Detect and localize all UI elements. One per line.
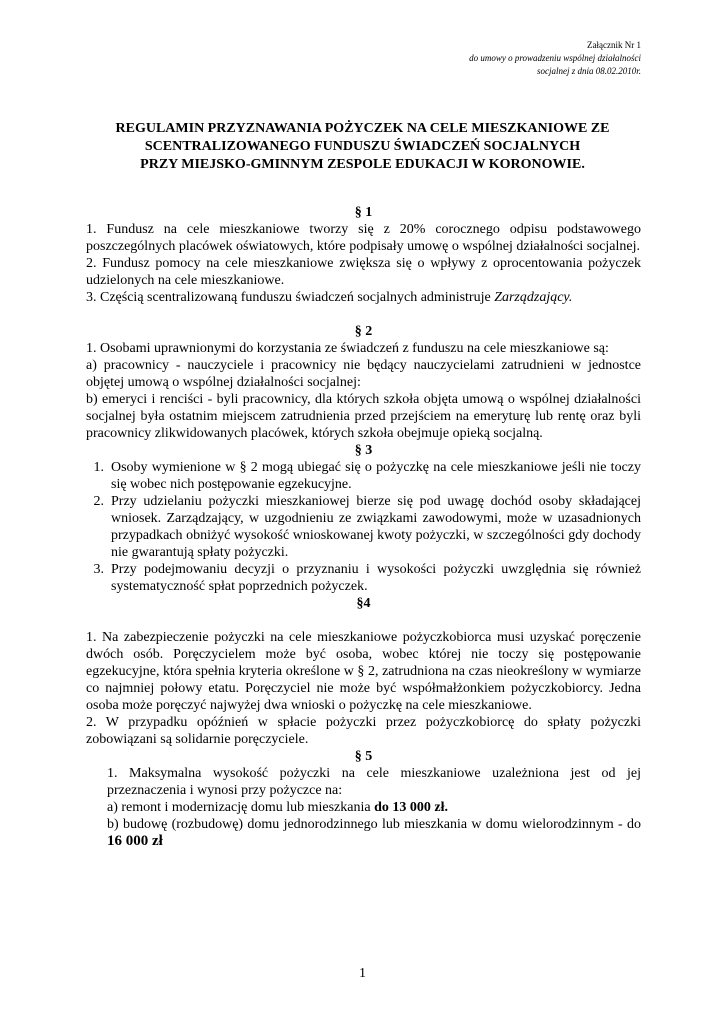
section-5-block — [86, 765, 641, 850]
section-3-item-text: Osoby wymienione w § 2 mogą ubiegać się o pożyczkę na cele mieszkaniowe jeśli nie toczy się wobec nich postępowanie egzekucyjne. — [111, 460, 641, 492]
attachment-note-line1: Załącznik Nr 1 — [587, 40, 641, 50]
section-1-heading: § 1 — [354, 205, 373, 220]
section-4-paragraph-2: 2. W przypadku opóźnień w spłacie pożyczki przez pożyczkobiorcę do spłaty pożyczki zobowiązani są solidarnie poręczyciele. — [86, 715, 641, 747]
section-5-point-a-text: a) remont i modernizację domu lub mieszkania — [107, 800, 375, 815]
section-2-heading: § 2 — [354, 324, 373, 339]
section-5-heading: § 5 — [354, 749, 373, 764]
manager-term: Zarządzający. — [494, 290, 573, 305]
section-5-point-a-amount: do 13 000 zł. — [374, 800, 448, 815]
section-3-item-text: Przy udzielaniu pożyczki mieszkaniowej bierze się pod uwagę dochód osoby składającej wniosek. Zarządzający, w uzgodnieniu ze związkami zawodowymi, może w uzasadnionych przypadkach obniżyć wysokość wnioskowanej kwoty pożyczki, w szczególności gdy dochody nie gwarantują spłaty pożyczki. — [111, 494, 641, 560]
attachment-note-line2: do umowy o prowadzeniu wspólnej działalności — [469, 53, 641, 63]
section-4-paragraph-1: 1. Na zabezpieczenie pożyczki na cele mieszkaniowe pożyczkobiorca musi uzyskać poręczenie dwóch osób. Poręczycielem może być osoba, wobec której nie toczy się postępowanie egzekucyjne, która spełnia kryteria określone w § 2, zatrudniona na czas nieokreślony w wymiarze co najmniej połowy etatu. Poręczyciel nie może być współmałżonkiem pożyczkobiorcy. Jedna osoba może poręczyć najwyżej dwa wnioski o pożyczkę na cele mieszkaniowe. — [86, 630, 641, 713]
section-5-point-b — [107, 816, 641, 850]
section-1-paragraph-3-text: 3. Częścią scentralizowaną funduszu świadczeń socjalnych administruje — [86, 290, 495, 305]
title-line3: PRZY MIEJSKO-GMINNYM ZESPOLE EDUKACJI W KORONOWIE. — [140, 157, 585, 172]
section-5-point-b-text: b) budowę (rozbudowę) domu jednorodzinnego lub mieszkania w domu wielorodzinnym - do — [107, 817, 641, 832]
section-2-paragraph-1: 1. Osobami uprawnionymi do korzystania ze świadczeń z funduszu na cele mieszkaniowe są: — [86, 341, 609, 356]
section-3-heading: § 3 — [354, 443, 373, 458]
section-3-item-number: 3. — [93, 562, 104, 577]
section-3-item — [86, 459, 641, 493]
section-4-heading: §4 — [356, 596, 371, 611]
attachment-note — [469, 39, 641, 78]
section-2-point-a: a) pracownicy - nauczyciele i pracownicy nie będący nauczycielami zatrudnieni w jednostce objętej umową o wspólnej działalności socjalnej: — [86, 358, 641, 390]
section-1-paragraph-3 — [86, 289, 641, 306]
section-3-item-number: 2. — [93, 494, 104, 509]
page-number: 1 — [359, 966, 366, 981]
section-3-item — [86, 561, 641, 595]
section-5-point-b-amount: 16 000 zł — [107, 833, 163, 849]
attachment-note-line3: socjalnej z dnia 08.02.2010r. — [536, 66, 641, 76]
title-line1: REGULAMIN PRZYZNAWANIA POŻYCZEK NA CELE MIESZKANIOWE ZE — [115, 121, 610, 136]
section-5-point-a — [107, 799, 641, 816]
section-2-point-b: b) emeryci i renciści - byli pracownicy, dla których szkoła objęta umową o wspólnej działalności socjalnej była ostatnim miejscem zatrudnienia przed przejściem na emeryturę lub rentę oraz byli pracownicy zlikwidowanych placówek, których szkoła obejmuje opieką socjalną. — [86, 392, 641, 441]
section-1-paragraph-2: 2. Fundusz pomocy na cele mieszkaniowe zwiększa się o wpływy z oprocentowania pożyczek udzielonych na cele mieszkaniowe. — [86, 256, 641, 288]
section-3-item — [86, 493, 641, 561]
section-1-paragraph-1: 1. Fundusz na cele mieszkaniowe tworzy się z 20% corocznego odpisu podstawowego poszczególnych placówek oświatowych, które podpisały umowę o wspólnej działalności socjalnej. — [86, 222, 641, 254]
title-line2: SCENTRALIZOWANEGO FUNDUSZU ŚWIADCZEŃ SOCJALNYCH — [144, 139, 581, 154]
section-3-item-number: 1. — [93, 460, 104, 475]
section-5-paragraph-1: 1. Maksymalna wysokość pożyczki na cele mieszkaniowe uzależniona jest od jej przeznaczenia i wynosi przy pożyczce na: — [107, 766, 641, 798]
section-3-item-text: Przy podejmowaniu decyzji o przyznaniu i wysokości pożyczki uwzględnia się również systematyczność spłat poprzednich pożyczek. — [111, 562, 641, 594]
document-title — [80, 120, 645, 174]
document-body — [86, 204, 641, 850]
